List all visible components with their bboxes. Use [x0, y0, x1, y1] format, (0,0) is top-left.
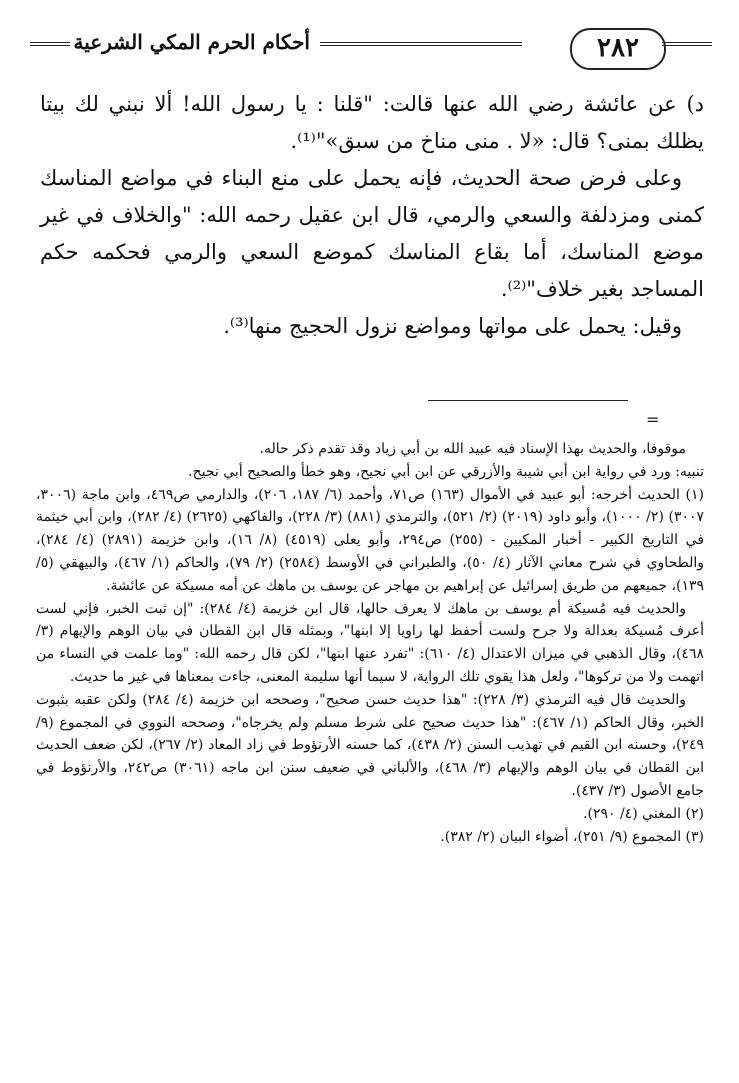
footnote-paragraph: (٣) المجموع (٩/ ٢٥١)، أضواء البيان (٢/ ٣٨٢).	[440, 828, 704, 845]
continuation-mark: =	[646, 410, 660, 429]
page-header	[30, 20, 710, 70]
main-paragraph: وعلى فرض صحة الحديث، فإنه يحمل على منع البناء في مواضع المناسك كمنى ومزدلفة والسعي والرمي، قال ابن عقيل رحمه الله: "والخلاف في غير موضع المناسك، أما بقاع المناسك كموضع السعي والرمي فحكمه حكم المساجد بغير خلاف"⁽²⁾.	[40, 166, 704, 301]
footnote-paragraph: والحديث قال فيه الترمذي (٣/ ٢٢٨): "هذا حديث حسن صحيح"، وصححه ابن خزيمة (٤/ ٢٨٤) ولكن عقبه بثبوت الخبر، وقال الحاكم (١/ ٤٦٧): "هذا حديث صحيح على شرط مسلم ولم يخرجاه"، وصححه النووي في المجموع (٩/ ٢٤٩)، وحسنه ابن القيم في تهذيب السنن (٢/ ٤٣٨)، كما حسنه الأرنؤوط في زاد المعاد (٢/ ٢٦٧)، لكن ضعف الحديث ابن القطان في بيان الوهم والإيهام (٣/ ٤٦٨)، والألباني في ضعيف سنن ابن ماجه (٣٠٦١) ص٢٤٢، والأرنؤوط في جامع الأصول (٣/ ٤٣٧).	[36, 691, 705, 799]
main-text	[40, 86, 704, 345]
running-title: أحكام الحرم المكي الشرعية	[73, 30, 310, 54]
header-rule-right	[662, 42, 712, 46]
footnote-paragraph: (٢) المغني (٤/ ٢٩٠).	[583, 805, 704, 822]
header-rule-middle	[320, 42, 522, 46]
main-paragraph: وقيل: يحمل على مواتها ومواضع نزول الحجيج منها⁽³⁾.	[223, 314, 682, 338]
footnote-paragraph: موقوفا، والحديث بهذا الإسناد فيه عبيد الله بن أبي زياد وقد تقدم ذكر حاله.	[259, 441, 686, 457]
page-number: ٢٨٢	[570, 28, 666, 70]
footnotes	[36, 438, 704, 848]
footnote-paragraph: تنبيه: ورد في رواية ابن أبي شيبة والأزرقي عن ابن أبي نجيح، وهو خطأ والصحيح أبي نجيح.	[188, 463, 704, 480]
main-paragraph: د) عن عائشة رضي الله عنها قالت: "قلنا : يا رسول الله! ألا نبني لك بيتا يظلك بمنى؟ قال: «لا . منى مناخ من سبق»"⁽¹⁾.	[40, 92, 704, 153]
footnote-separator	[428, 400, 628, 401]
footnote-paragraph: والحديث فيه مُسيكة أم يوسف بن ماهك لا يعرف حالها، قال ابن خزيمة (٤/ ٢٨٤): "إن ثبت الخبر، فإني لست أعرف مُسيكة بعدالة ولا جرح ولست أحفظ لها راويا إلا ابنها"، وبمثله قال ابن القطان في بيان الوهم والإيهام (٣/ ٤٦٨)، وقال الذهبي في ميزان الاعتدال (٤/ ٦١٠): "تفرد عنها ابنها"، لكن قال رحمه الله: "وما علمت في النساء من اتهمت ولا من تركوها"، ولعل هذا يقوي تلك الرواية، لا سيما أنها سليمة المعنى، جاءت بمعناها في غير ما حديث.	[36, 600, 704, 685]
header-rule-left	[30, 42, 70, 46]
footnote-paragraph: (١) الحديث أخرجه: أبو عبيد في الأموال (١٦٣) ص٧١، وأحمد (٦/ ١٨٧، ٢٠٦)، والدارمي ص٤٦٩، وابن ماجة (٣٠٠٦، ٣٠٠٧) (٢/ ١٠٠٠)، وأبو داود (٢٠١٩) (٢/ ٥٢١)، والترمذي (٨٨١) (٣/ ٢٢٨)، والفاكهي (٢٦٢٥) (٤/ ٢٨٢)، وابن أبي خيثمة في التاريخ الكبير - أخبار المكيين - (٢٥٥) ص٢٩٤، وأبو يعلى (٤٥١٩) (٨/ ١٦)، وابن خزيمة (٢٨٩١) (٤/ ٢٨٤)، والطحاوي في شرح معاني الآثار (٤/ ٥٠)، والطبراني في الأوسط (٢٥٨٤) (٢/ ٧٩)، والحاكم (١/ ٤٦٧)، والبيهقي (٥/ ١٣٩)، جميعهم من طريق إسرائيل عن إبراهيم بن مهاجر عن يوسف بن ماهك عن أمه مسيكة عن عائشة.	[36, 486, 705, 594]
